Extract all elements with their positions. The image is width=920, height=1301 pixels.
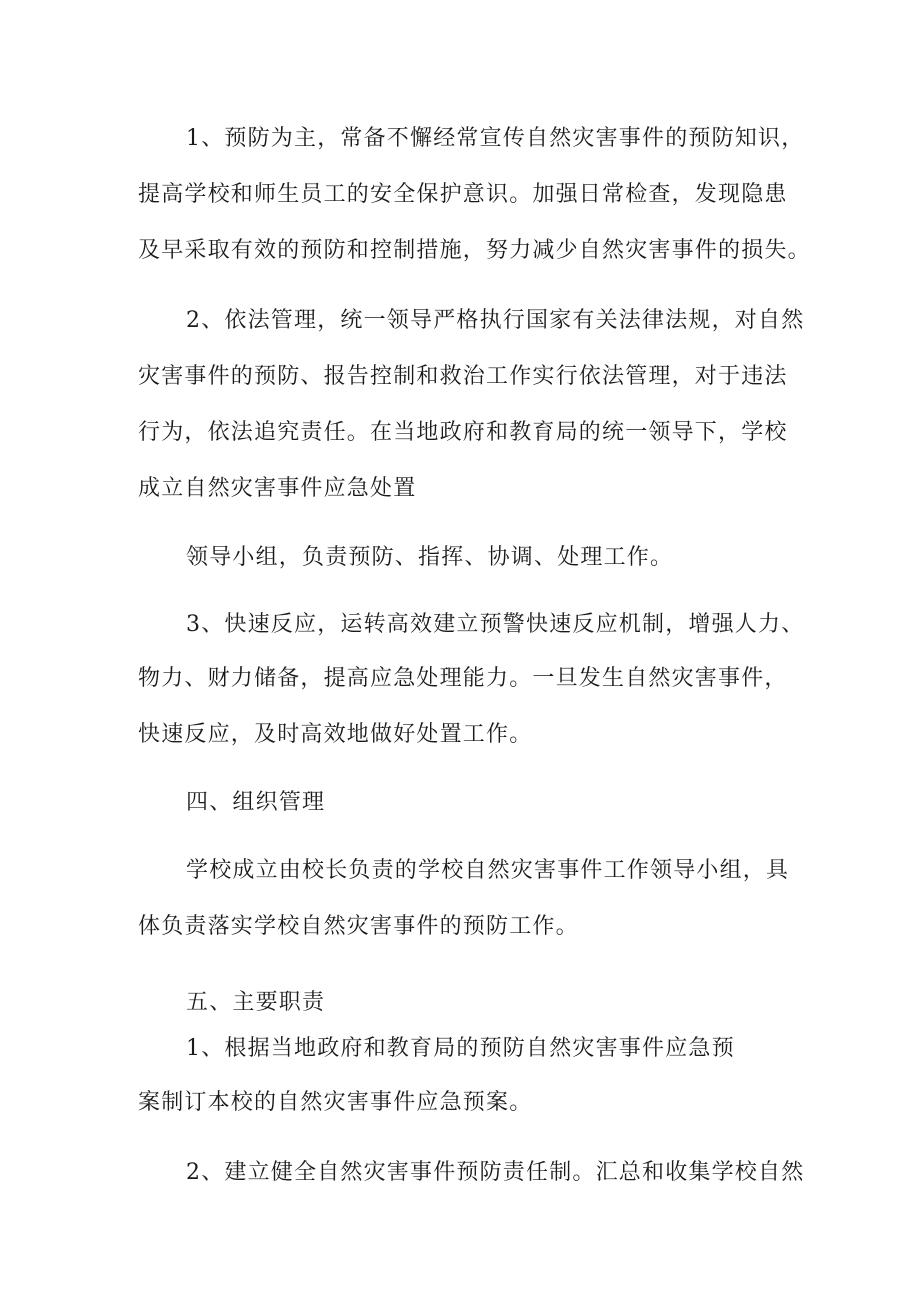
paragraph-5-line-2: 体负责落实学校自然灾害事件的预防工作。	[138, 914, 579, 939]
section-heading-responsibilities: 五、主要职责	[186, 990, 326, 1015]
paragraph-6-line-1: 1、根据当地政府和教育局的预防自然灾害事件应急预	[186, 1036, 735, 1061]
paragraph-1-line-1: 1、预防为主，常备不懈经常宣传自然灾害事件的预防知识，	[186, 126, 805, 151]
paragraph-2-line-1: 2、依法管理，统一领导严格执行国家有关法律法规，对自然	[186, 308, 805, 333]
paragraph-4-line-3: 快速反应，及时高效地做好处置工作。	[138, 722, 533, 747]
section-heading-organization: 四、组织管理	[186, 790, 326, 815]
paragraph-4-line-1: 3、快速反应，运转高效建立预警快速反应机制，增强人力、	[186, 612, 805, 637]
paragraph-3-line-1: 领导小组，负责预防、指挥、协调、处理工作。	[186, 545, 674, 570]
paragraph-2-line-3: 行为，依法追究责任。在当地政府和教育局的统一领导下，学校	[138, 420, 788, 445]
paragraph-5-line-1: 学校成立由校长负责的学校自然灾害事件工作领导小组，具	[186, 858, 790, 883]
paragraph-2-line-2: 灾害事件的预防、报告控制和救治工作实行依法管理，对于违法	[138, 364, 788, 389]
paragraph-1-line-3: 及早采取有效的预防和控制措施，努力减少自然灾害事件的损失。	[138, 238, 811, 263]
paragraph-1-line-2: 提高学校和师生员工的安全保护意识。加强日常检查，发现隐患	[138, 182, 788, 207]
paragraph-4-line-2: 物力、财力储备，提高应急处理能力。一旦发生自然灾害事件，	[138, 666, 788, 691]
paragraph-2-line-4: 成立自然灾害事件应急处置	[138, 476, 417, 501]
paragraph-7-line-1: 2、建立健全自然灾害事件预防责任制。汇总和收集学校自然	[186, 1160, 805, 1185]
paragraph-6-line-2: 案制订本校的自然灾害事件应急预案。	[138, 1090, 533, 1115]
